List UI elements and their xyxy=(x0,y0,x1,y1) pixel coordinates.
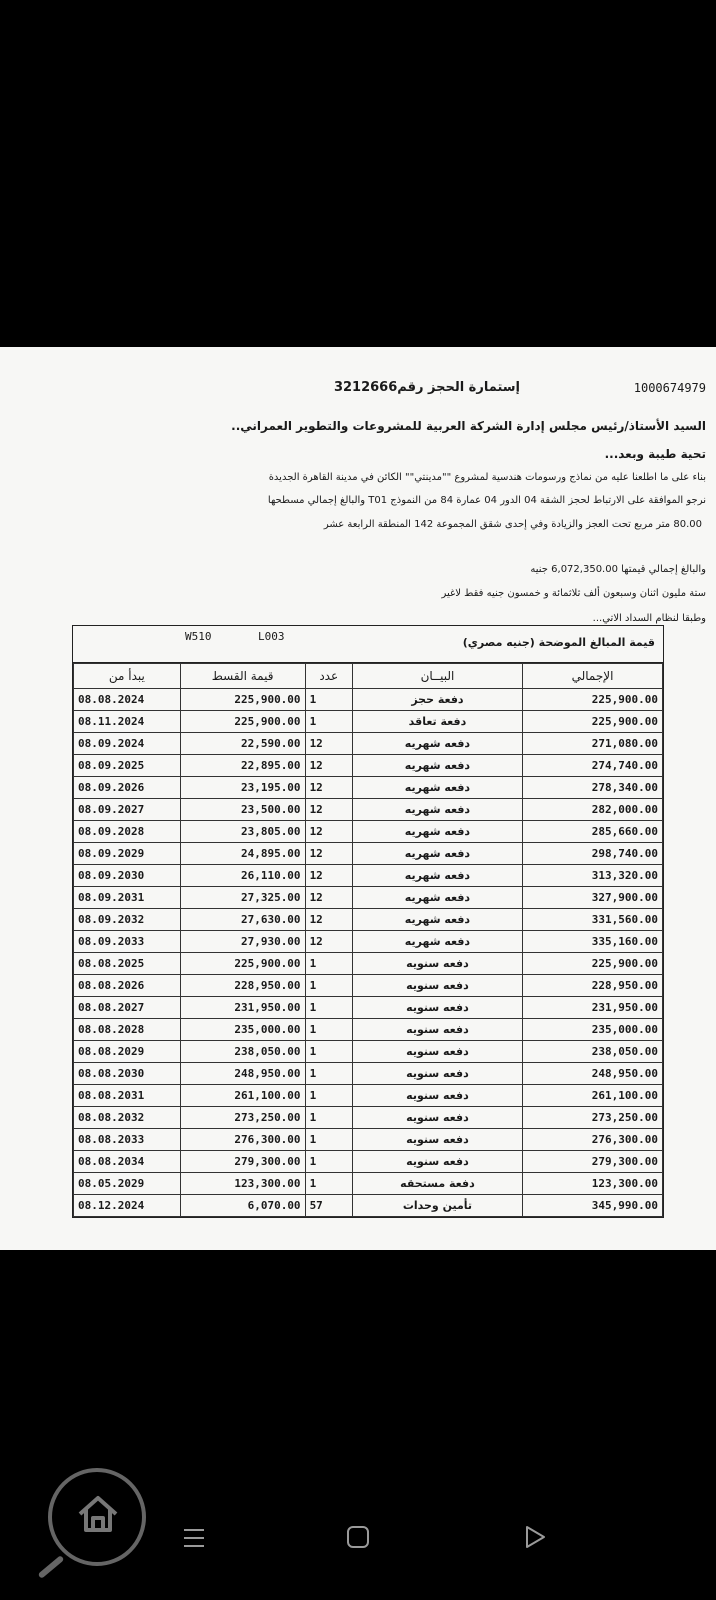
body-line-2: نرجو الموافقة على الارتباط لحجز الشقة 04 الدور 04 عمارة 84 من النموذج T01 والبالغ إجمالي مسطحها xyxy=(267,495,706,506)
table-row xyxy=(74,821,663,843)
cell-count: 1 xyxy=(305,1129,352,1151)
cell-start: 08.09.2027 xyxy=(74,799,181,821)
amount-in-words: ستة مليون اثنان وسبعون ألف ثلاثمائة و خمسون جنيه فقط لاغير xyxy=(441,588,706,599)
payment-plan-line: وطبقا لنظام السداد الاتي... xyxy=(592,613,706,624)
cell-statement: دفعه سنويه xyxy=(352,1019,522,1041)
form-title: إستمارة الحجز رقم3212666 xyxy=(333,380,520,395)
cell-count: 1 xyxy=(305,689,352,711)
android-nav-bar xyxy=(0,1250,716,1600)
cell-start: 08.09.2025 xyxy=(74,755,181,777)
cell-statement: دفعه شهريه xyxy=(352,777,522,799)
cell-statement: دفعه شهريه xyxy=(352,755,522,777)
cell-total: 276,300.00 xyxy=(523,1129,663,1151)
cell-statement: دفعه سنويه xyxy=(352,1129,522,1151)
addressee-line: السيد الأستاذ/رئيس مجلس إدارة الشركة العربية للمشروعات والتطوير العمراني.. xyxy=(231,419,706,433)
cell-start: 08.09.2029 xyxy=(74,843,181,865)
cell-installment: 23,500.00 xyxy=(180,799,305,821)
cell-statement: دفعة حجز xyxy=(352,689,522,711)
cell-start: 08.09.2028 xyxy=(74,821,181,843)
cell-start: 08.08.2031 xyxy=(74,1085,181,1107)
cell-count: 12 xyxy=(305,887,352,909)
cell-statement: دفعه شهريه xyxy=(352,733,522,755)
cell-installment: 22,590.00 xyxy=(180,733,305,755)
cell-count: 12 xyxy=(305,843,352,865)
cell-count: 57 xyxy=(305,1195,352,1217)
header-total: الإجمالي xyxy=(523,664,663,689)
cell-count: 12 xyxy=(305,777,352,799)
cell-start: 08.08.2024 xyxy=(74,689,181,711)
cell-count: 1 xyxy=(305,1173,352,1195)
cell-total: 123,300.00 xyxy=(523,1173,663,1195)
cell-statement: دفعه سنويه xyxy=(352,1085,522,1107)
cell-statement: دفعه سنويه xyxy=(352,1041,522,1063)
house-icon xyxy=(76,1492,120,1536)
schedule-grid xyxy=(73,663,663,1217)
cell-statement: دفعه شهريه xyxy=(352,799,522,821)
table-row xyxy=(74,975,663,997)
cell-count: 12 xyxy=(305,799,352,821)
cell-installment: 279,300.00 xyxy=(180,1151,305,1173)
cell-count: 12 xyxy=(305,733,352,755)
code-w: W510 xyxy=(185,630,212,643)
cell-count: 12 xyxy=(305,755,352,777)
cell-start: 08.08.2032 xyxy=(74,1107,181,1129)
cell-installment: 235,000.00 xyxy=(180,1019,305,1041)
cell-installment: 261,100.00 xyxy=(180,1085,305,1107)
cell-start: 08.08.2027 xyxy=(74,997,181,1019)
cell-total: 327,900.00 xyxy=(523,887,663,909)
cell-count: 1 xyxy=(305,1041,352,1063)
table-row xyxy=(74,733,663,755)
cell-statement: دفعه شهريه xyxy=(352,931,522,953)
cell-count: 1 xyxy=(305,953,352,975)
cell-count: 1 xyxy=(305,1085,352,1107)
cell-statement: دفعه سنويه xyxy=(352,953,522,975)
cell-installment: 273,250.00 xyxy=(180,1107,305,1129)
table-row xyxy=(74,711,663,733)
table-row xyxy=(74,799,663,821)
table-row xyxy=(74,865,663,887)
cell-installment: 231,950.00 xyxy=(180,997,305,1019)
cell-installment: 228,950.00 xyxy=(180,975,305,997)
cell-installment: 26,110.00 xyxy=(180,865,305,887)
menu-icon[interactable] xyxy=(182,1526,206,1550)
table-row xyxy=(74,1085,663,1107)
cell-start: 08.08.2026 xyxy=(74,975,181,997)
cell-statement: دفعه سنويه xyxy=(352,997,522,1019)
cell-total: 225,900.00 xyxy=(523,711,663,733)
cell-installment: 23,805.00 xyxy=(180,821,305,843)
cell-installment: 22,895.00 xyxy=(180,755,305,777)
cell-statement: تأمين وحدات xyxy=(352,1195,522,1217)
cell-total: 228,950.00 xyxy=(523,975,663,997)
cell-total: 225,900.00 xyxy=(523,689,663,711)
cell-statement: دفعه سنويه xyxy=(352,975,522,997)
code-l: L003 xyxy=(258,630,285,643)
cell-start: 08.09.2024 xyxy=(74,733,181,755)
cell-start: 08.05.2029 xyxy=(74,1173,181,1195)
cell-installment: 6,070.00 xyxy=(180,1195,305,1217)
cell-total: 278,340.00 xyxy=(523,777,663,799)
cell-statement: دفعه شهريه xyxy=(352,865,522,887)
table-row xyxy=(74,931,663,953)
cell-total: 271,080.00 xyxy=(523,733,663,755)
cell-total: 279,300.00 xyxy=(523,1151,663,1173)
table-row xyxy=(74,1151,663,1173)
table-row xyxy=(74,777,663,799)
table-row xyxy=(74,1041,663,1063)
table-row xyxy=(74,1019,663,1041)
cell-installment: 27,930.00 xyxy=(180,931,305,953)
cell-total: 345,990.00 xyxy=(523,1195,663,1217)
currency-label: قيمة المبالغ الموضحة (جنيه مصري) xyxy=(462,636,655,649)
cell-total: 231,950.00 xyxy=(523,997,663,1019)
cell-total: 335,160.00 xyxy=(523,931,663,953)
header-start: يبدأ من xyxy=(74,664,181,689)
body-line-1: بناء على ما اطلعنا عليه من نماذج ورسومات هندسية لمشروع ""مدينتي"" الكائن في مدينة القاهرة الجديدة xyxy=(268,472,706,483)
cell-count: 12 xyxy=(305,865,352,887)
square-icon[interactable] xyxy=(346,1525,370,1549)
table-row xyxy=(74,1195,663,1217)
cell-statement: دفعة مستحقه xyxy=(352,1173,522,1195)
cell-installment: 225,900.00 xyxy=(180,689,305,711)
cell-statement: دفعه سنويه xyxy=(352,1063,522,1085)
cell-total: 274,740.00 xyxy=(523,755,663,777)
header-count: عدد xyxy=(305,664,352,689)
header-statement: البيــان xyxy=(352,664,522,689)
cell-start: 08.08.2028 xyxy=(74,1019,181,1041)
table-row xyxy=(74,909,663,931)
cell-start: 08.09.2032 xyxy=(74,909,181,931)
table-row xyxy=(74,997,663,1019)
cell-total: 298,740.00 xyxy=(523,843,663,865)
header-row xyxy=(74,664,663,689)
table-row xyxy=(74,755,663,777)
cell-total: 238,050.00 xyxy=(523,1041,663,1063)
triangle-back-icon[interactable] xyxy=(524,1525,546,1549)
cell-total: 331,560.00 xyxy=(523,909,663,931)
cell-statement: دفعة تعاقد xyxy=(352,711,522,733)
cell-start: 08.08.2029 xyxy=(74,1041,181,1063)
cell-start: 08.12.2024 xyxy=(74,1195,181,1217)
cell-statement: دفعه شهريه xyxy=(352,909,522,931)
cell-total: 235,000.00 xyxy=(523,1019,663,1041)
cell-start: 08.08.2033 xyxy=(74,1129,181,1151)
cell-total: 248,950.00 xyxy=(523,1063,663,1085)
header-installment: قيمة القسط xyxy=(180,664,305,689)
cell-count: 1 xyxy=(305,1107,352,1129)
table-row xyxy=(74,1063,663,1085)
cell-total: 285,660.00 xyxy=(523,821,663,843)
cell-count: 1 xyxy=(305,1063,352,1085)
cell-start: 08.08.2025 xyxy=(74,953,181,975)
table-row xyxy=(74,843,663,865)
cell-installment: 27,325.00 xyxy=(180,887,305,909)
cell-statement: دفعه سنويه xyxy=(352,1107,522,1129)
table-caption xyxy=(73,626,663,663)
cell-count: 1 xyxy=(305,711,352,733)
cell-total: 282,000.00 xyxy=(523,799,663,821)
cell-statement: دفعه شهريه xyxy=(352,821,522,843)
cell-count: 12 xyxy=(305,931,352,953)
cell-installment: 23,195.00 xyxy=(180,777,305,799)
cell-start: 08.09.2030 xyxy=(74,865,181,887)
document-number: 1000674979 xyxy=(633,381,706,395)
cell-installment: 225,900.00 xyxy=(180,953,305,975)
cell-count: 1 xyxy=(305,975,352,997)
cell-installment: 238,050.00 xyxy=(180,1041,305,1063)
table-row xyxy=(74,887,663,909)
cell-installment: 123,300.00 xyxy=(180,1173,305,1195)
table-row xyxy=(74,1173,663,1195)
total-value-line: والبالغ إجمالي قيمتها 6,072,350.00 جنيه xyxy=(530,564,706,575)
document-page xyxy=(0,347,716,1250)
cell-count: 12 xyxy=(305,821,352,843)
cell-statement: دفعه شهريه xyxy=(352,887,522,909)
body-line-3: 80.00 متر مربع تحت العجز والزيادة وفي إحدى شقق المجموعة 142 المنطقة الرابعة عشر xyxy=(323,519,702,530)
cell-count: 12 xyxy=(305,909,352,931)
cell-installment: 24,895.00 xyxy=(180,843,305,865)
cell-statement: دفعه سنويه xyxy=(352,1151,522,1173)
schedule-rows xyxy=(74,689,663,1217)
greeting-line: تحية طيبة وبعد... xyxy=(604,447,706,461)
table-row xyxy=(74,1129,663,1151)
cell-count: 1 xyxy=(305,1151,352,1173)
cell-total: 261,100.00 xyxy=(523,1085,663,1107)
table-row xyxy=(74,689,663,711)
cell-start: 08.09.2026 xyxy=(74,777,181,799)
cell-installment: 248,950.00 xyxy=(180,1063,305,1085)
cell-start: 08.11.2024 xyxy=(74,711,181,733)
cell-statement: دفعه شهريه xyxy=(352,843,522,865)
cell-installment: 27,630.00 xyxy=(180,909,305,931)
cell-start: 08.09.2033 xyxy=(74,931,181,953)
table-row xyxy=(74,953,663,975)
cell-total: 313,320.00 xyxy=(523,865,663,887)
cell-total: 225,900.00 xyxy=(523,953,663,975)
cell-installment: 225,900.00 xyxy=(180,711,305,733)
cell-start: 08.08.2030 xyxy=(74,1063,181,1085)
cell-start: 08.09.2031 xyxy=(74,887,181,909)
cell-count: 1 xyxy=(305,997,352,1019)
cell-start: 08.08.2034 xyxy=(74,1151,181,1173)
cell-count: 1 xyxy=(305,1019,352,1041)
cell-installment: 276,300.00 xyxy=(180,1129,305,1151)
cell-total: 273,250.00 xyxy=(523,1107,663,1129)
payment-schedule-table xyxy=(72,625,664,1218)
table-row xyxy=(74,1107,663,1129)
